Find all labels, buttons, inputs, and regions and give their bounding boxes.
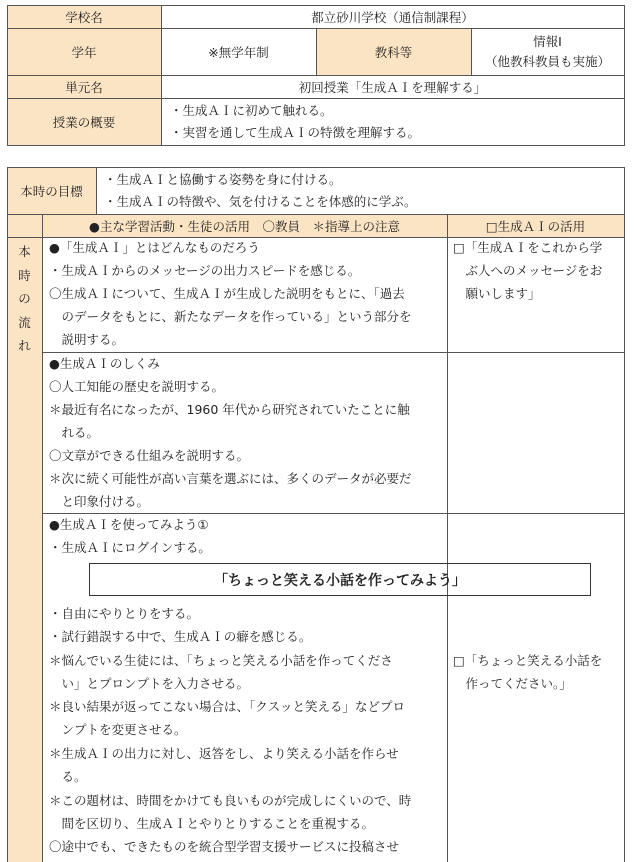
activity-line: と印象付ける。 (49, 494, 150, 509)
section-intro-ai (453, 238, 623, 352)
unit-value: 初回授業「生成ＡＩを理解する」 (298, 79, 487, 95)
ai-usage-column-header: □生成ＡＩの活用 (485, 218, 586, 234)
unit-label: 単元名 (65, 79, 103, 95)
ai-usage-line: 作ってください。」 (453, 676, 572, 691)
activity-column-header: ●主な学習活動・生徒の活用 〇教員 ＊指導上の注意 (89, 218, 400, 234)
activity-line: い」とプロンプトを入力させる。 (49, 676, 250, 691)
activity-line: ンプトを変更させる。 (49, 722, 187, 737)
flow-label-char: 流 (18, 314, 31, 330)
activity-line: る。 (49, 769, 87, 784)
flow-label-char: 本 (18, 244, 31, 259)
activity-line: ＊最近有名になったが、1960 年代から研究されていたことに触 (49, 402, 410, 417)
ai-usage-line: □「生成ＡＩをこれから学 (453, 240, 603, 255)
flow-label (7, 240, 42, 358)
activity-line: ●「生成ＡＩ」とはどんなものだろう (49, 240, 260, 255)
flow-label-char: れ (18, 338, 31, 353)
grade-value: ※無学年制 (208, 44, 269, 60)
prompt-box: 「ちょっと笑える小話を作ってみよう」 (89, 563, 591, 596)
activity-line: 〇生成ＡＩについて、生成ＡＩが生成した説明をもとに、「過去 (49, 286, 405, 301)
goal-label: 本時の目標 (20, 183, 83, 199)
section-try-ai-usage (453, 650, 623, 710)
school-value: 都立砂川学校（通信制課程） (311, 9, 474, 25)
section-try-ai-steps (49, 603, 445, 862)
subject-value-line: （他教科教員も実施） (484, 53, 610, 69)
activity-line: 〇文章ができる仕組みを説明する。 (49, 448, 250, 463)
ai-usage-line: 願いします」 (453, 286, 541, 301)
activity-line: ・試行錯誤する中で、生成ＡＩの癖を感じる。 (49, 629, 312, 644)
activity-line: ・生成ＡＩにログインする。 (49, 540, 211, 555)
activity-line: ＊生成ＡＩの出力に対し、返答をし、より笑える小話を作らせ (49, 746, 399, 761)
activity-line: ＊次に続く可能性が高い言葉を選ぶには、多くのデータが必要だ (49, 471, 412, 486)
goal-line: ・生成ＡＩの特徴や、気を付けることを体感的に学ぶ。 (104, 194, 417, 209)
subject-value (471, 28, 624, 75)
activity-line: れる。 (49, 425, 100, 440)
grade-label: 学年 (71, 44, 97, 60)
school-label: 学校名 (65, 9, 103, 25)
goal-text (104, 167, 620, 214)
section-intro (49, 238, 445, 352)
activity-line: ・生成ＡＩからのメッセージの出力スピードを感じる。 (49, 263, 361, 278)
activity-line: 〇人工知能の歴史を説明する。 (49, 379, 225, 394)
overview-line: ・生成ＡＩに初めて触れる。 (170, 103, 333, 118)
ai-usage-line: ぶ人へのメッセージをお (453, 263, 603, 278)
flow-label-char: 時 (18, 267, 31, 283)
activity-line: ●生成ＡＩを使ってみよう① (49, 517, 209, 532)
section-mechanism (49, 353, 445, 513)
activity-line: 間を区切り、生成ＡＩとやりとりすることを重視する。 (49, 816, 375, 831)
overview-text (170, 98, 620, 145)
activity-line: 〇途中でも、できたものを統合型学習支援サービスに投稿させ (49, 839, 400, 854)
activity-line: ＊良い結果が返ってこない場合は、「クスッと笑える」などプロ (49, 699, 406, 714)
activity-line: ・自由にやりとりをする。 (49, 606, 200, 621)
activity-line: のデータをもとに、新たなデータを作っている」という部分を (49, 309, 412, 324)
activity-line: 説明する。 (49, 332, 125, 347)
activity-line: ●生成ＡＩのしくみ (49, 356, 160, 371)
ai-usage-line: □「ちょっと笑える小話を (453, 653, 603, 668)
activity-line: ＊この題材は、時間をかけても良いものが完成しにくいので、時 (49, 793, 412, 808)
activity-line: ＊悩んでいる生徒には、「ちょっと笑える小話を作ってくださ (49, 653, 393, 668)
subject-label: 教科等 (374, 44, 413, 60)
goal-line: ・生成ＡＩと協働する姿勢を身に付ける。 (104, 172, 342, 187)
flow-label-char: の (18, 291, 31, 306)
overview-line: ・実習を通して生成ＡＩの特徴を理解する。 (170, 125, 421, 140)
overview-label: 授業の概要 (52, 114, 116, 130)
subject-value-line: 情報Ⅰ (533, 33, 562, 49)
